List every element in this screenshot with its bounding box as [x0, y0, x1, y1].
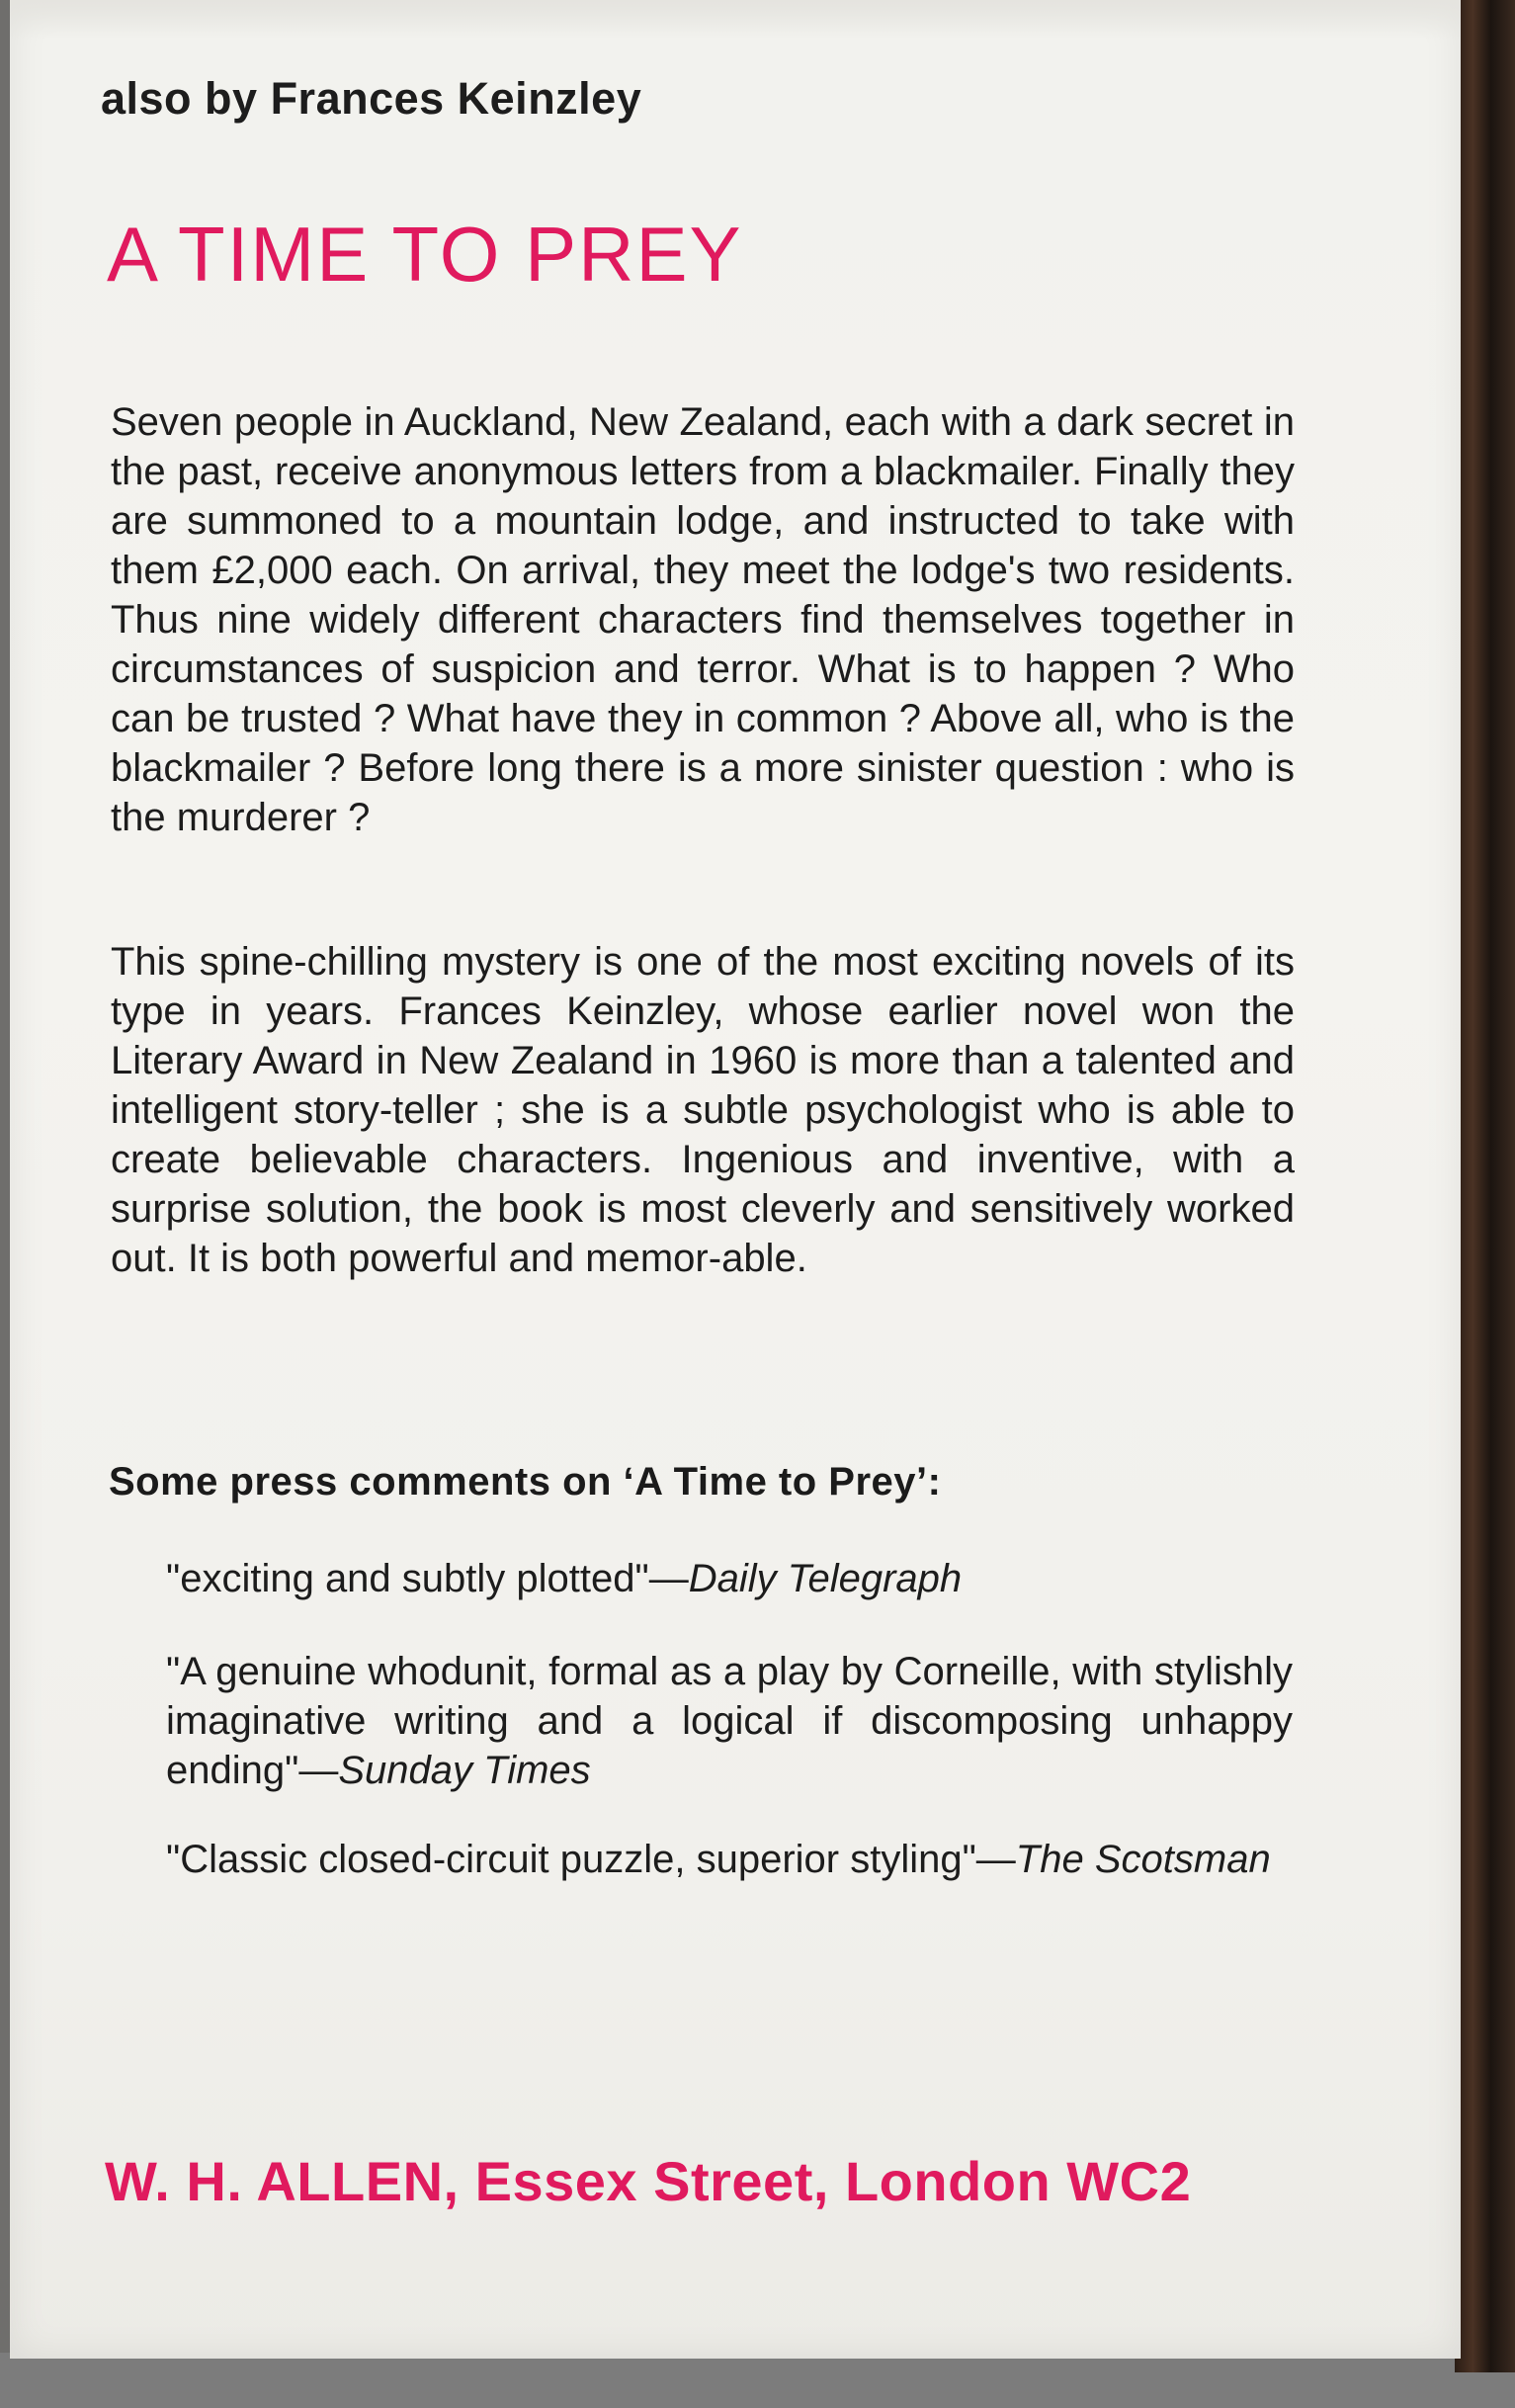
- publisher-imprint: W. H. ALLEN, Essex Street, London WC2: [105, 2150, 1192, 2212]
- press-quote: [166, 1554, 1293, 1603]
- worn-edge: [10, 0, 1461, 40]
- quote-source: The Scotsman: [1015, 1838, 1271, 1881]
- quote-text: "A genuine whodunit, formal as a play by Corneille, with stylishly imaginative writing and a logical if discomposing unhappy ending"—: [166, 1650, 1293, 1792]
- quote-text: "exciting and subtly plotted"—: [166, 1557, 689, 1600]
- scanner-bed: [0, 2353, 1515, 2408]
- quote-text: "Classic closed-circuit puzzle, superior styling"—: [166, 1838, 1016, 1881]
- press-quote: [166, 1835, 1293, 1884]
- also-by-author: also by Frances Keinzley: [101, 73, 642, 124]
- blurb-paragraph-2: This spine-chilling mystery is one of the most exciting novels of its type in years. Frances Keinzley, whose earlier novel won the Literary Award in New Zealand in 1960 is more than a talented and intelligent story-teller ; she is a subtle psychologist who is able to create believable characters. Ingenious and inventive, with a surprise solution, the book is most cleverly and sensitively worked out. It is both powerful and memor-able.: [111, 940, 1295, 1280]
- quote-source: Sunday Times: [338, 1749, 591, 1792]
- quote-source: Daily Telegraph: [688, 1557, 963, 1600]
- back-cover: [10, 0, 1461, 2359]
- press-quote: [166, 1647, 1293, 1795]
- book-spine-edge: [1455, 0, 1515, 2372]
- book-title: A TIME TO PREY: [107, 211, 743, 298]
- blurb-paragraph-1: Seven people in Auckland, New Zealand, each with a dark secret in the past, receive anonymous letters from a blackmailer. Finally they are summoned to a mountain lodge, and instructed to take with them £2,000 each. On arrival, they meet the lodge's two residents. Thus nine widely different characters find themselves together in circumstances of suspicion and terror. What is to happen ? Who can be trusted ? What have they in common ? Above all, who is the blackmailer ? Before long there is a more sinister question : who is the murderer ?: [111, 400, 1295, 839]
- press-comments-heading: Some press comments on ‘A Time to Prey’:: [109, 1460, 942, 1504]
